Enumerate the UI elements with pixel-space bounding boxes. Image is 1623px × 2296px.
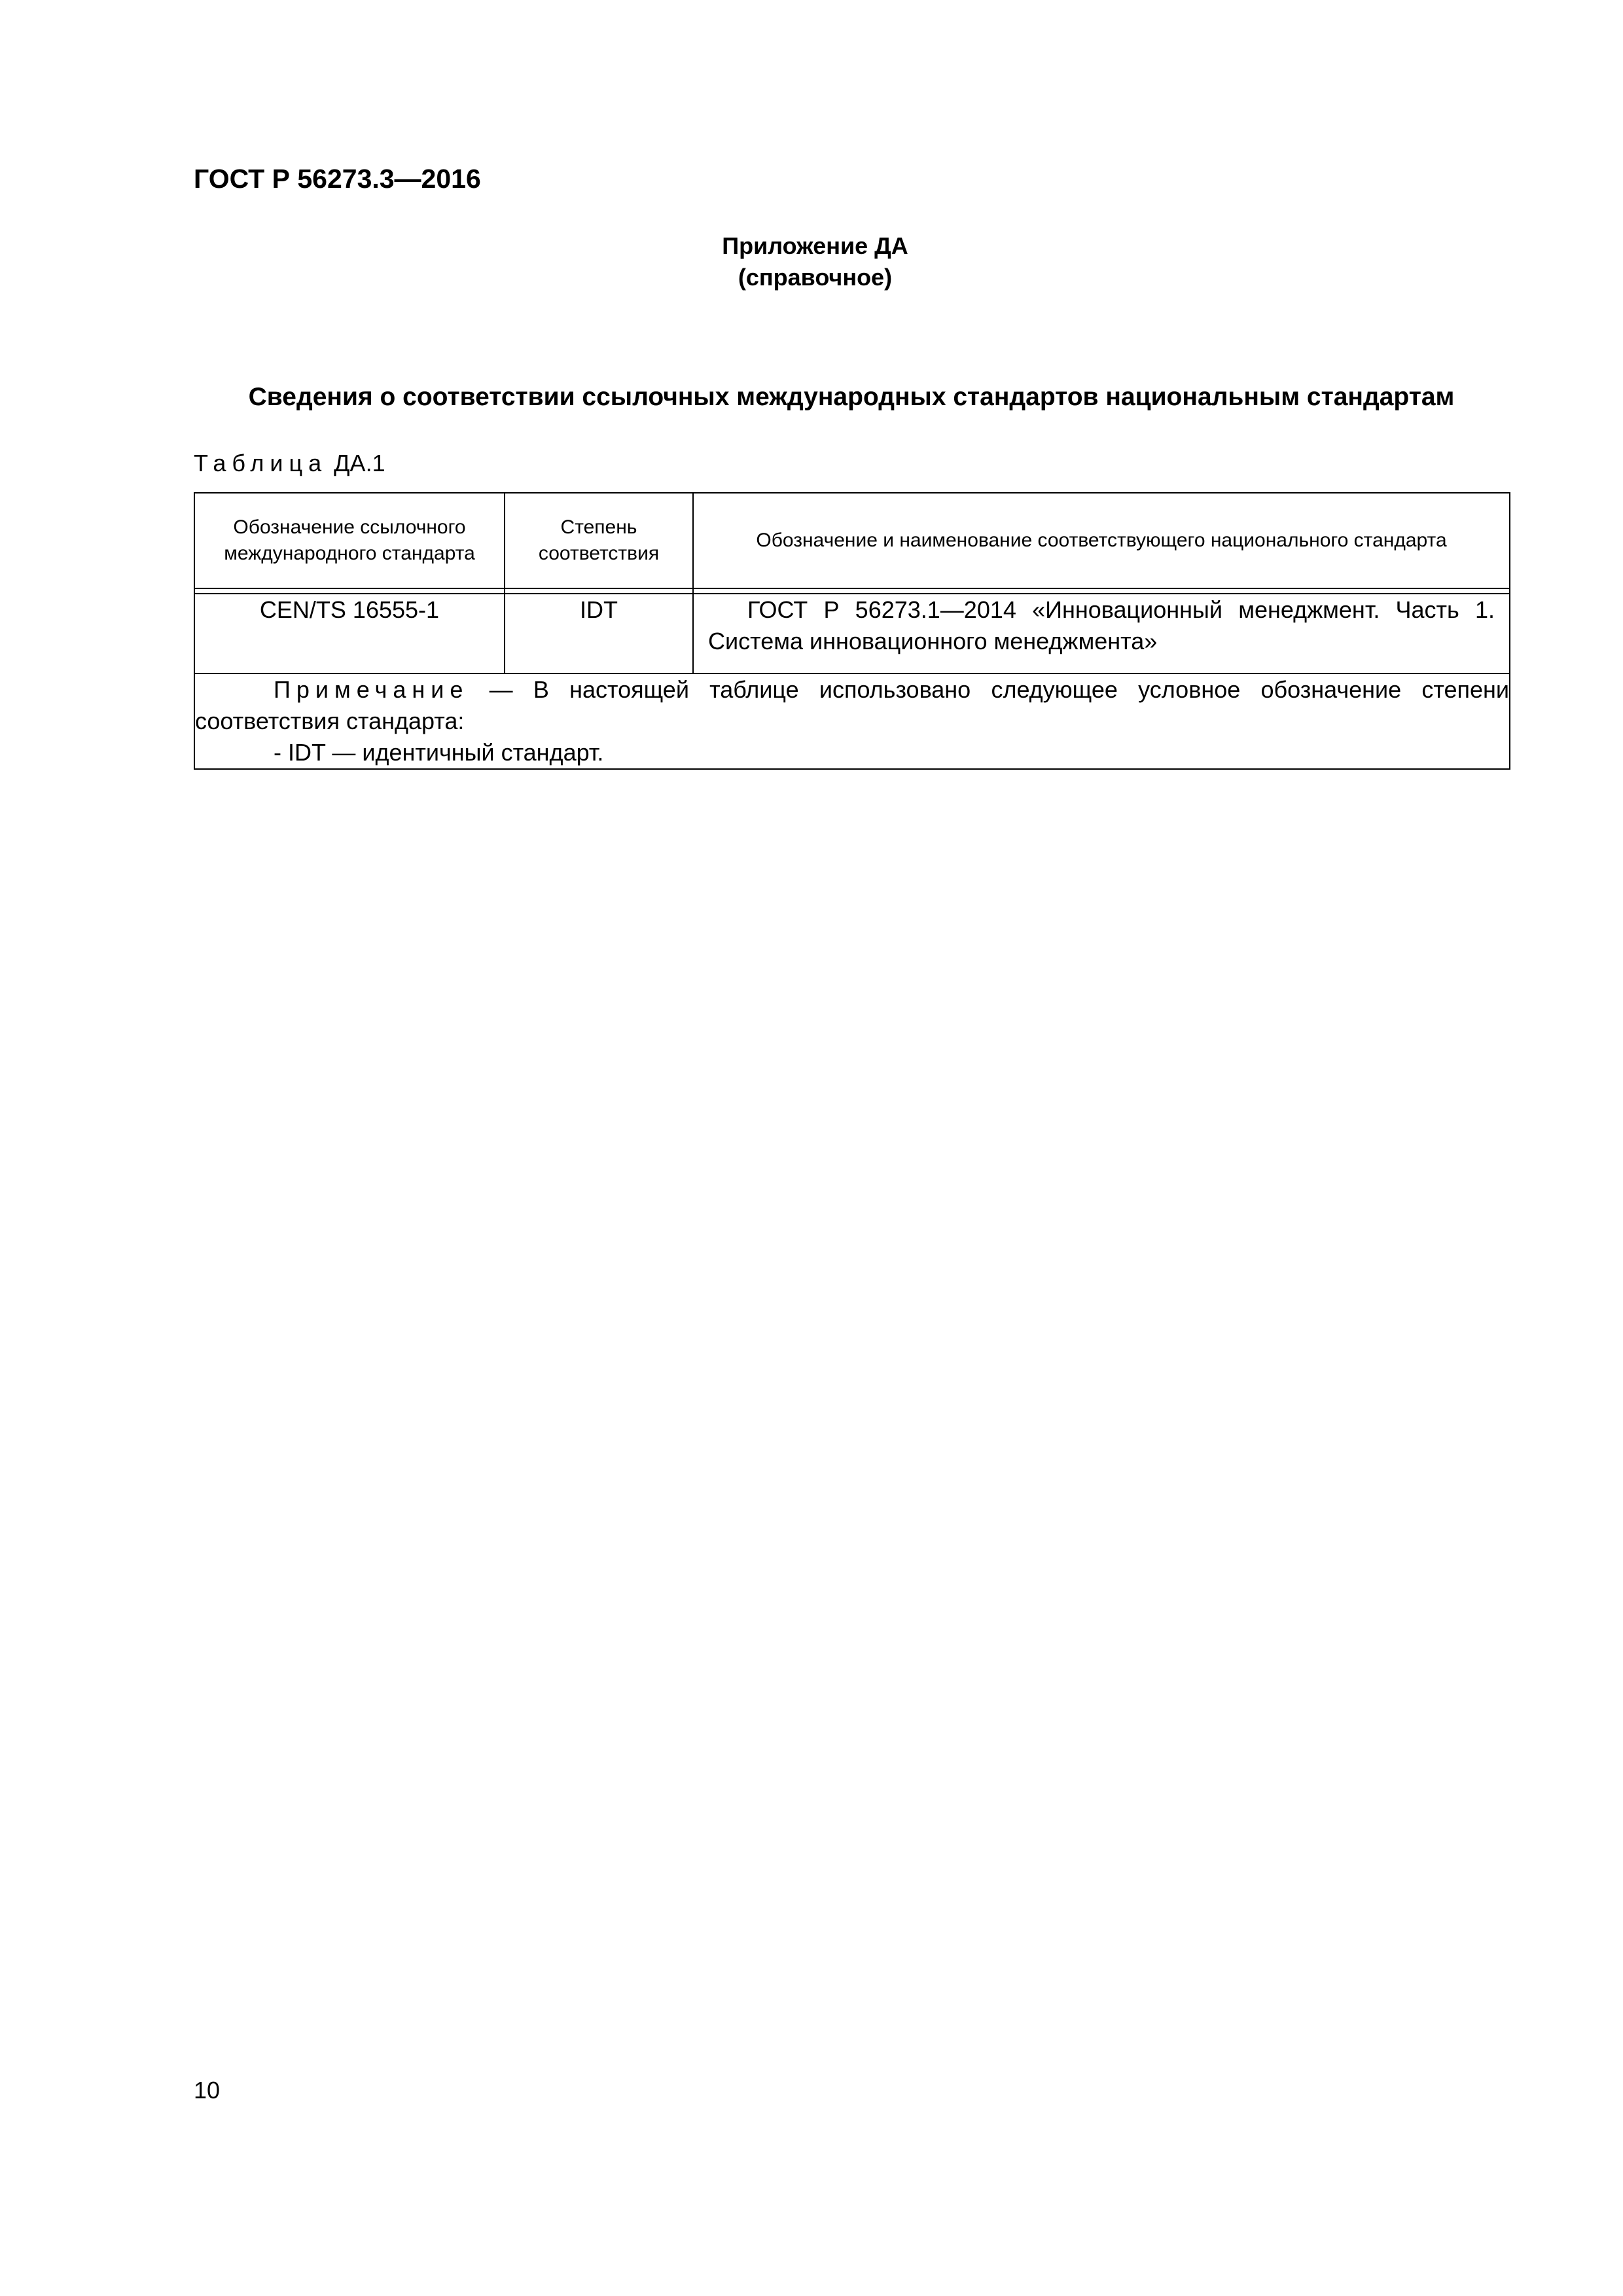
table-note-row [194,673,1510,769]
table-header-cell: Обозначение ссылочного международного стандарта [194,493,505,588]
note-text: — В настоящей таблице использовано следующее условное обозначение степени соответствия стандарта: [195,676,1509,734]
appendix-title: Приложение ДА [722,232,908,259]
correspondence-table [194,492,1510,770]
note-item: - IDT — идентичный стандарт. [274,739,604,766]
table-header-cell: Обозначение и наименование соответствующего национального стандарта [693,493,1510,588]
table-note [194,673,1510,769]
document-code: ГОСТ Р 56273.3—2016 [194,164,481,194]
note-lead: Примечание [274,676,469,703]
section-title: Сведения о соответствии ссылочных международных стандартов национальным стандартам [248,383,1455,411]
table-header-separator [194,588,1510,594]
table-label [194,449,385,478]
table-cell-degree: IDT [505,594,693,673]
page-number: 10 [194,2077,221,2104]
table-cell-ref: CEN/TS 16555-1 [194,594,505,673]
table-header-row [194,493,1510,588]
appendix-kind: (справочное) [738,264,893,291]
table-header-cell: Степень соответствия [505,493,693,588]
table-label-word: Таблица [194,450,328,476]
table-cell-national: ГОСТ Р 56273.1—2014 «Инновационный менеджмент. Часть 1. Система инновационного менеджмента» [693,594,1510,673]
table-row [194,594,1510,673]
appendix-heading [194,230,1436,293]
table-label-number: ДА.1 [334,450,385,476]
